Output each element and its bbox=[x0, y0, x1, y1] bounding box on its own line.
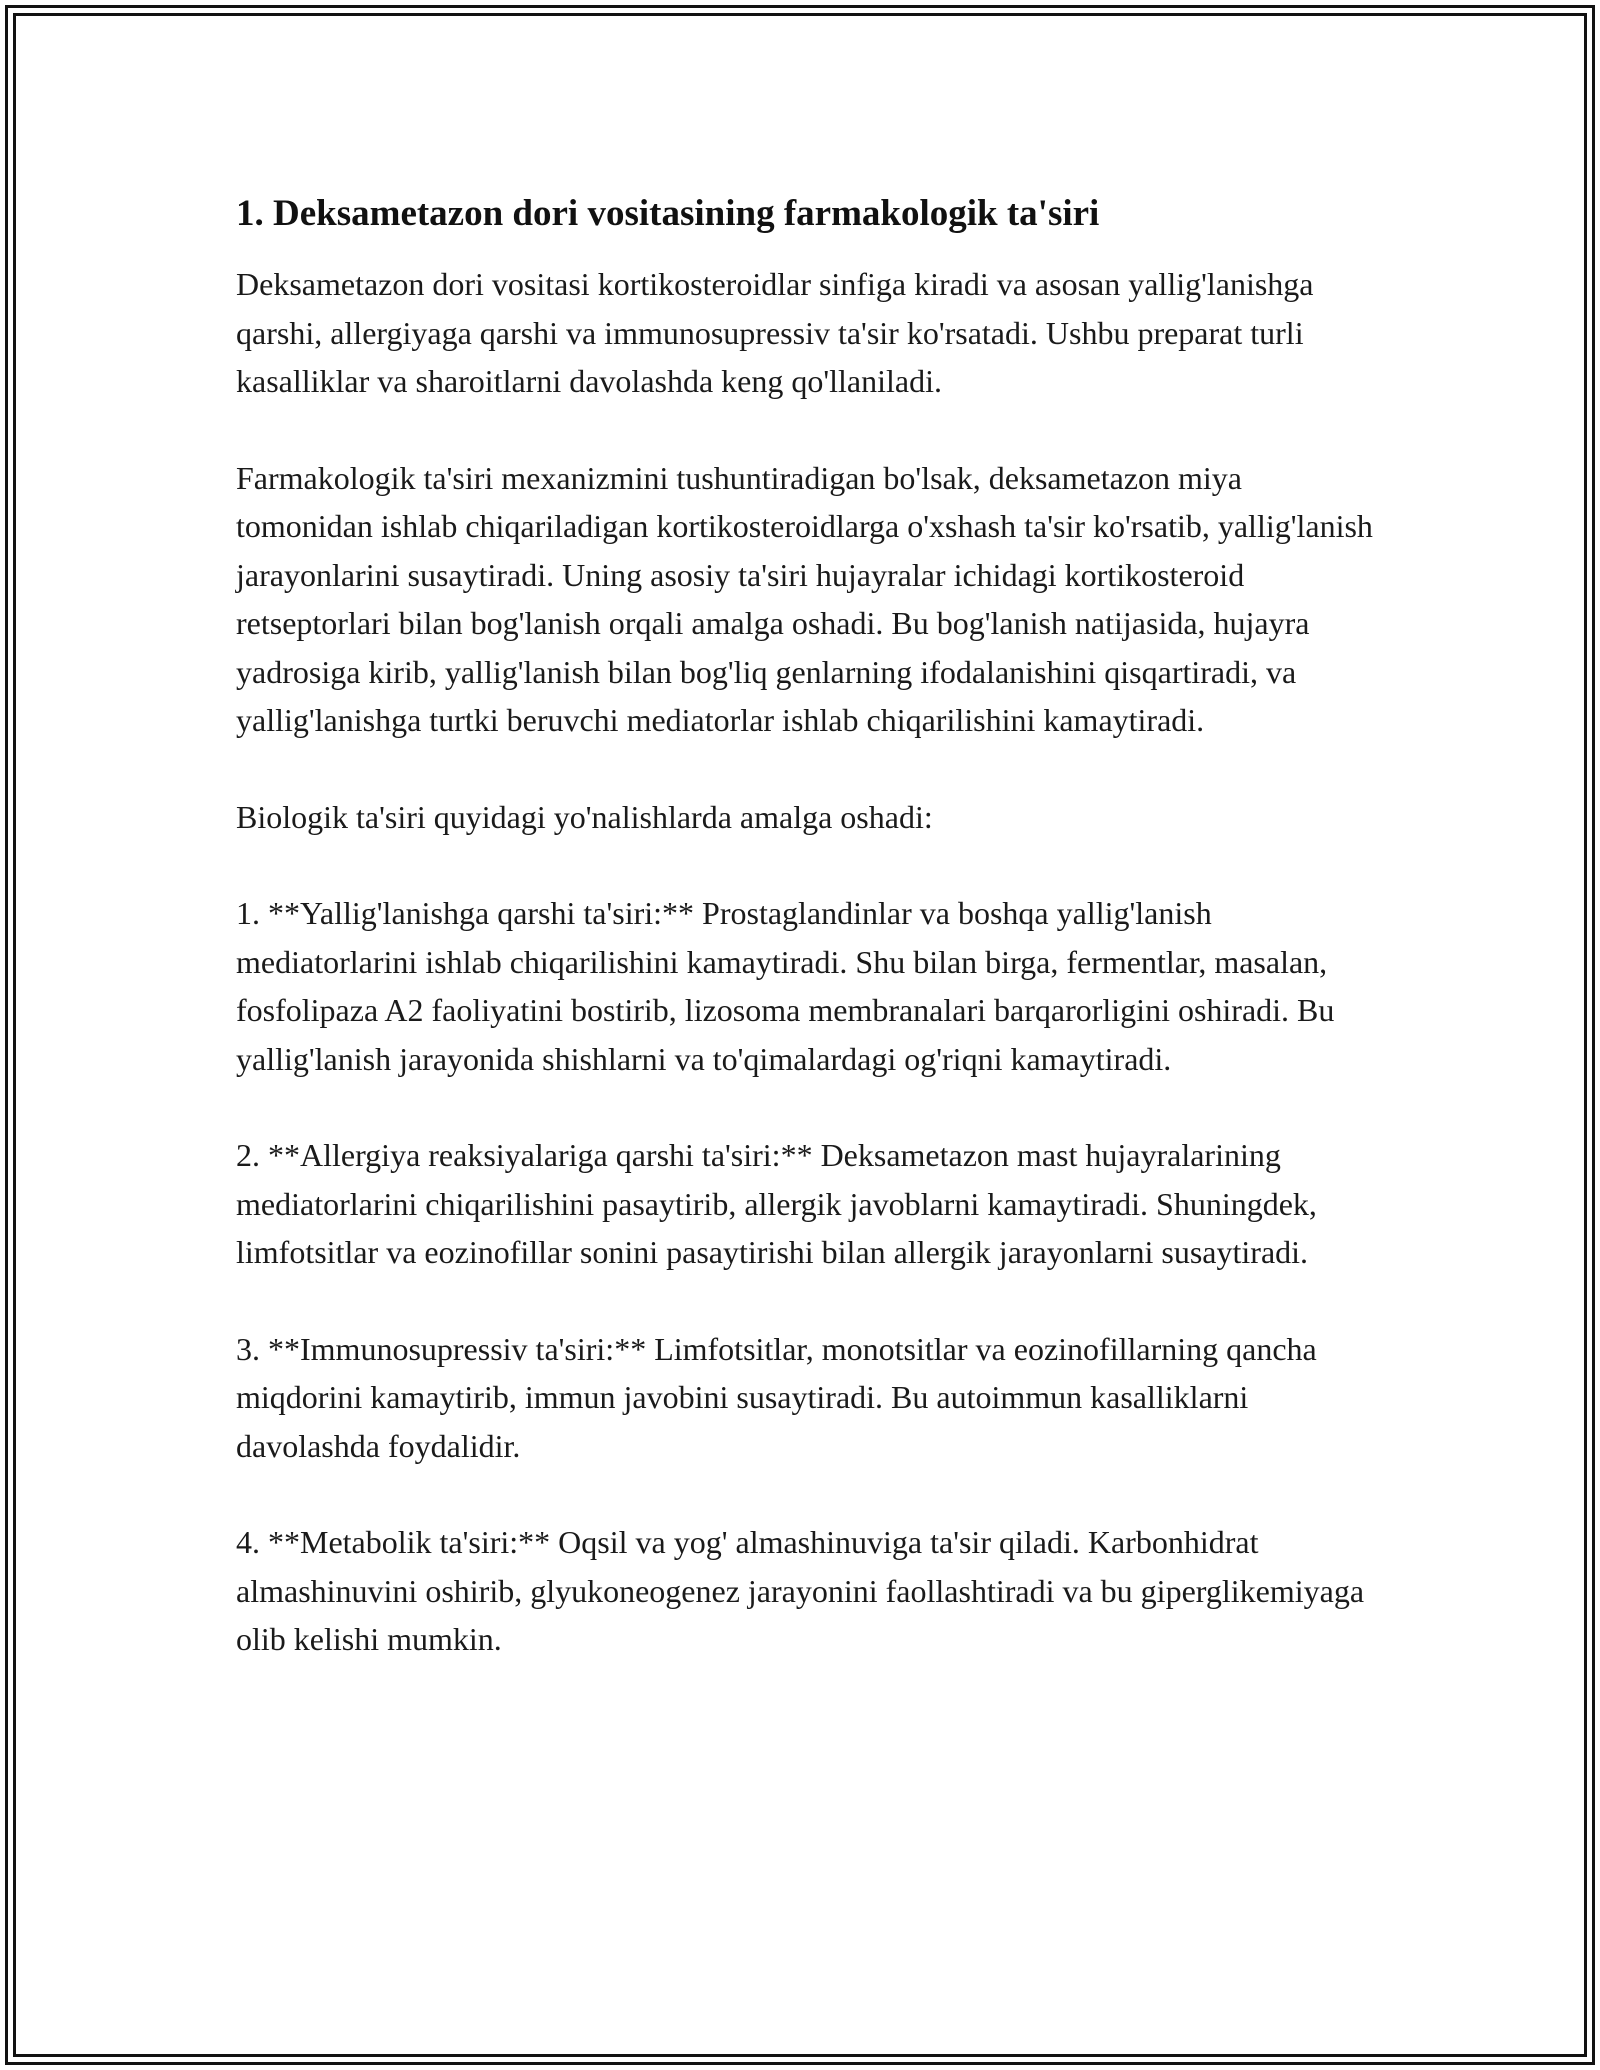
mechanism-paragraph: Farmakologik ta'siri mexanizmini tushuntiradigan bo'lsak, deksametazon miya tomonidan ishlab chiqariladigan kortikosteroidlarga o'xshash ta'sir ko'rsatib, yallig'lanish jarayonlarini susaytiradi. Uning asosiy ta'siri hujayralar ichidagi kortikosteroid retseptorlari bilan bog'lanish orqali amalga oshadi. Bu bog'lanish natijasida, hujayra yadrosiga kirib, yallig'lanish bilan bog'liq genlarning ifodalanishini qisqartiradi, va yallig'lanishga turtki beruvchi mediatorlar ishlab chiqarilishini kamaytiradi. bbox=[236, 459, 1373, 738]
document-heading: 1. Deksametazon dori vositasining farmakologik ta'siri bbox=[236, 193, 1100, 234]
metabolic-paragraph: 4. **Metabolik ta'siri:** Oqsil va yog' almashinuviga ta'sir qiladi. Karbonhidrat almashinuvini oshirib, glyukoneogenez jarayonini faollashtiradi va bu giperglikemiyaga olib kelishi mumkin. bbox=[236, 1524, 1365, 1657]
effects-intro-paragraph: Biologik ta'siri quyidagi yo'nalishlarda amalga oshadi: bbox=[236, 798, 933, 835]
intro-paragraph: Deksametazon dori vositasi kortikosteroidlar sinfiga kiradi va asosan yallig'lanishga qarshi, allergiyaga qarshi va immunosupressiv ta'sir ko'rsatadi. Ushbu preparat turli kasalliklar va sharoitlarni davolashda keng qo'llaniladi. bbox=[236, 266, 1314, 399]
anti-inflammatory-paragraph: 1. **Yallig'lanishga qarshi ta'siri:** Prostaglandinlar va boshqa yallig'lanish mediatorlarini ishlab chiqarilishini kamaytiradi. Shu bilan birga, fermentlar, masalan, fosfolipaza A2 faoliyatini bostirib, lizosoma membranalari barqarorligini oshiradi. Bu yallig'lanish jarayonida shishlarni va to'qimalardagi og'riqni kamaytiradi. bbox=[236, 895, 1335, 1077]
anti-allergic-paragraph: 2. **Allergiya reaksiyalariga qarshi ta'siri:** Deksametazon mast hujayralarining mediatorlarini chiqarilishini pasaytirib, allergik javoblarni kamaytiradi. Shuningdek, limfotsitlar va eozinofillar sonini pasaytirishi bilan allergik jarayonlarni susaytiradi. bbox=[236, 1137, 1317, 1270]
document-body bbox=[236, 190, 1376, 1664]
immunosuppressive-paragraph: 3. **Immunosupressiv ta'siri:** Limfotsitlar, monotsitlar va eozinofillarning qancha miqdorini kamaytirib, immun javobini susaytiradi. Bu autoimmun kasalliklarni davolashda foydalidir. bbox=[236, 1330, 1317, 1464]
